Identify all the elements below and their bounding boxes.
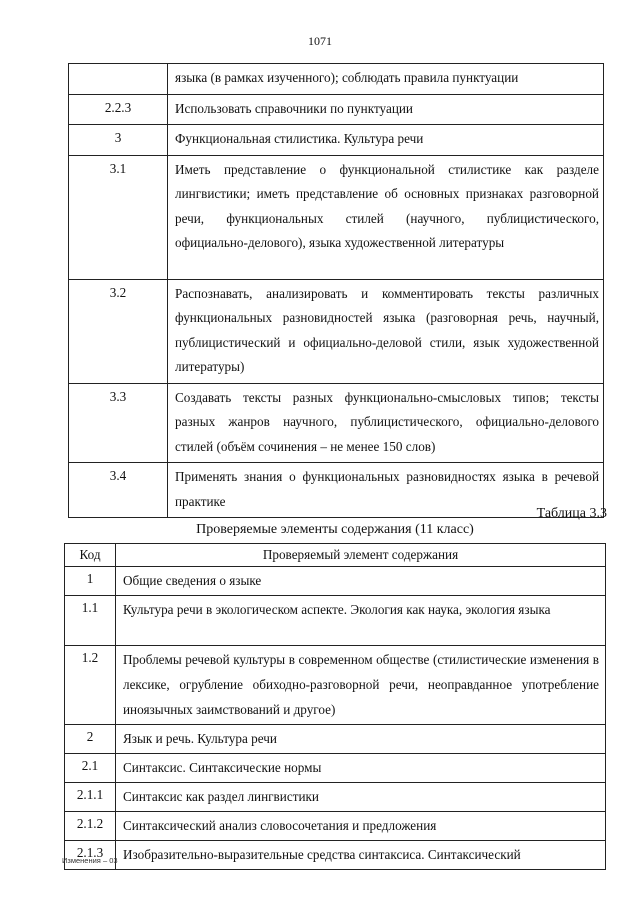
- row-text: Синтаксис. Синтаксические нормы: [116, 754, 606, 783]
- table-label: Таблица 3.3: [536, 506, 607, 521]
- table-row: [69, 463, 604, 518]
- table-row: [65, 725, 606, 754]
- table-row: [65, 754, 606, 783]
- row-text: Применять знания о функциональных разновидностях языка в речевой практике: [168, 463, 604, 518]
- table-row: [65, 567, 606, 596]
- table-row: [69, 125, 604, 156]
- row-code: 2.1.1: [65, 783, 116, 812]
- row-text: Синтаксис как раздел лингвистики: [116, 783, 606, 812]
- header-element: Проверяемый элемент содержания: [116, 544, 606, 567]
- row-text: Создавать тексты разных функционально-смысловых типов; тексты разных жанров научного, публицистического, официально-делового стилей (объём сочинения – не менее 150 слов): [168, 383, 604, 463]
- table-row: [65, 812, 606, 841]
- row-code: 2.2.3: [69, 94, 168, 125]
- table-row: [65, 841, 606, 870]
- row-text: Синтаксический анализ словосочетания и предложения: [116, 812, 606, 841]
- table-row: [69, 94, 604, 125]
- row-text: Изобразительно-выразительные средства синтаксиса. Синтаксический: [116, 841, 606, 870]
- row-code: 3.4: [69, 463, 168, 518]
- skills-table: [68, 63, 604, 518]
- row-text: Общие сведения о языке: [116, 567, 606, 596]
- row-code: 1.1: [65, 596, 116, 646]
- row-code: 3: [69, 125, 168, 156]
- table-row: [69, 64, 604, 95]
- table-row: [65, 596, 606, 646]
- row-text: Функциональная стилистика. Культура речи: [168, 125, 604, 156]
- row-code: 1.2: [65, 646, 116, 725]
- table-row: [69, 279, 604, 383]
- row-text: Проблемы речевой культуры в современном обществе (стилистические изменения в лексике, огрубление обиходно-разговорной речи, неоправданное употребление иноязычных заимствований и другое): [116, 646, 606, 725]
- header-code: Код: [65, 544, 116, 567]
- row-text: Распознавать, анализировать и комментировать тексты различных функциональных разновидностей языка (разговорная речь, научный, публицистический и официально-деловой стили, язык художественной литературы): [168, 279, 604, 383]
- row-code: 3.2: [69, 279, 168, 383]
- row-code: 2.1.3: [65, 841, 116, 870]
- table-title: Проверяемые элементы содержания (11 класс): [196, 522, 474, 537]
- row-text: языка (в рамках изученного); соблюдать правила пунктуации: [168, 64, 604, 95]
- table-row: [65, 783, 606, 812]
- row-text: Язык и речь. Культура речи: [116, 725, 606, 754]
- row-code: 3.3: [69, 383, 168, 463]
- row-code: 2: [65, 725, 116, 754]
- table-row: [69, 383, 604, 463]
- row-code: [69, 64, 168, 95]
- row-code: 3.1: [69, 155, 168, 279]
- content-elements-table: [64, 543, 606, 870]
- table-row: [69, 155, 604, 279]
- row-code: 2.1.2: [65, 812, 116, 841]
- row-code: 1: [65, 567, 116, 596]
- row-code: 2.1: [65, 754, 116, 783]
- page-number: 1071: [308, 34, 332, 48]
- table-row: [65, 646, 606, 725]
- row-text: Культура речи в экологическом аспекте. Экология как наука, экология языка: [116, 596, 606, 646]
- table-header-row: [65, 544, 606, 567]
- row-text: Использовать справочники по пунктуации: [168, 94, 604, 125]
- row-text: Иметь представление о функциональной стилистике как разделе лингвистики; иметь представление об основных признаках разговорной речи, функциональных стилей (научного, публицистического, официально-делового), языка художественной литературы: [168, 155, 604, 279]
- revision-footer: Изменения – 03: [62, 856, 118, 865]
